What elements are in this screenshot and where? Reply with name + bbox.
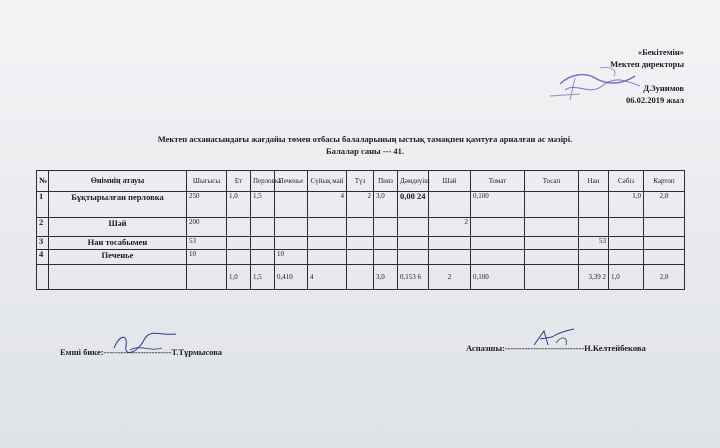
table-cell [187,265,227,290]
dish-name: Нан тосабымен [49,237,187,250]
header-cell: Дәмдеуіш [398,171,429,192]
total-cell: 2,0 [644,265,685,290]
approval-name: Д.Зунимов [643,83,684,93]
total-cell: 3,0 [374,265,398,290]
header-cell: Перловка [251,171,275,192]
table-cell [347,218,374,237]
table-cell [525,218,579,237]
totals-row [37,265,685,290]
table-cell: 4 [308,192,347,218]
table-cell [37,265,49,290]
header-cell: Сүйық май [308,171,347,192]
header-cell: Ет [227,171,251,192]
total-cell: 1,0 [227,265,251,290]
header-cell: Шығысы [187,171,227,192]
table-cell [227,218,251,237]
table-cell [579,250,609,265]
table-row [37,192,685,218]
dish-name: Печенье [49,250,187,265]
header-cell: Нан [579,171,609,192]
table-cell: 53 [187,237,227,250]
table-cell [525,237,579,250]
table-cell [644,250,685,265]
table-row [37,250,685,265]
table-cell [398,250,429,265]
table-cell [471,237,525,250]
total-cell: 0,100 [471,265,525,290]
row-number: 3 [37,237,49,250]
header-cell: № [37,171,49,192]
table-cell [251,237,275,250]
header-cell: Өнімнің атауы [49,171,187,192]
approval-date: 06.02.2019 жыл [626,95,684,105]
table-cell [398,237,429,250]
document-title [0,133,720,157]
table-cell: 10 [275,250,308,265]
total-cell: 1,5 [251,265,275,290]
total-cell: 2 [429,265,471,290]
table-cell [609,218,644,237]
nurse-signature [110,330,180,356]
table-cell [429,237,471,250]
header-cell: Печенье [275,171,308,192]
table-cell: 2 [347,192,374,218]
table-cell [227,250,251,265]
table-cell [49,265,187,290]
table-cell [308,218,347,237]
table-cell [275,192,308,218]
row-number: 4 [37,250,49,265]
title-line-2: Балалар саны --- 41. [326,146,404,156]
approval-position: Мектеп директоры [610,59,684,69]
total-cell: 0,153 6 [398,265,429,290]
total-cell: 0,410 [275,265,308,290]
table-cell [398,218,429,237]
header-cell: Картоп [644,171,685,192]
table-cell [251,250,275,265]
table-cell [429,192,471,218]
table-cell [374,250,398,265]
header-cell: Шәй [429,171,471,192]
row-number: 2 [37,218,49,237]
dish-name: Бұқтырылған перловка [49,192,187,218]
menu-table [36,170,685,290]
table-header-row [37,171,685,192]
table-cell [227,237,251,250]
dish-name: Шәй [49,218,187,237]
table-cell: 3,0 [374,192,398,218]
table-cell [275,218,308,237]
table-row [37,218,685,237]
table-cell [579,192,609,218]
cook-signature-line: Аспазшы:----------------------------Н.Келтейбекова [466,343,646,353]
table-cell: 10 [187,250,227,265]
table-cell: 200 [187,218,227,237]
table-cell [609,250,644,265]
table-cell [251,218,275,237]
table-cell: 1,0 [609,192,644,218]
table-cell [471,218,525,237]
table-cell [347,237,374,250]
approval-heading: «Бекітемін» [637,47,684,57]
table-cell: 2 [429,218,471,237]
table-cell: 0,00 24 [398,192,429,218]
total-cell: 3,39 2 [579,265,609,290]
header-cell: Пияз [374,171,398,192]
table-cell [374,237,398,250]
table-cell [471,250,525,265]
total-cell [525,265,579,290]
header-cell: Тосап [525,171,579,192]
header-cell: Томат [471,171,525,192]
table-cell: 250 [187,192,227,218]
table-cell: 53 [579,237,609,250]
total-cell: 1,0 [609,265,644,290]
director-stamp-signature [540,56,650,106]
table-row [37,237,685,250]
table-cell [347,250,374,265]
title-line-1: Мектеп асханасындағы жағдайы төмен отбасы балаларының ыстық тамақпен қамтуға арналған ас мәзірі. [157,134,573,144]
table-cell [275,237,308,250]
table-cell: 0,100 [471,192,525,218]
table-cell [525,192,579,218]
nurse-signature-line: Емші бике:------------------------Т.Тұрмысова [60,347,223,357]
table-cell [374,218,398,237]
header-cell: Сәбіз [609,171,644,192]
table-cell: 2,0 [644,192,685,218]
table-cell [609,237,644,250]
total-cell: 4 [308,265,347,290]
table-cell [429,250,471,265]
table-cell [525,250,579,265]
table-cell [644,237,685,250]
row-number: 1 [37,192,49,218]
table-cell [308,250,347,265]
table-cell: 1,5 [251,192,275,218]
table-cell [308,237,347,250]
table-cell [644,218,685,237]
total-cell [347,265,374,290]
header-cell: Түз [347,171,374,192]
table-cell [579,218,609,237]
cook-signature [530,325,580,351]
table-cell: 1,0 [227,192,251,218]
